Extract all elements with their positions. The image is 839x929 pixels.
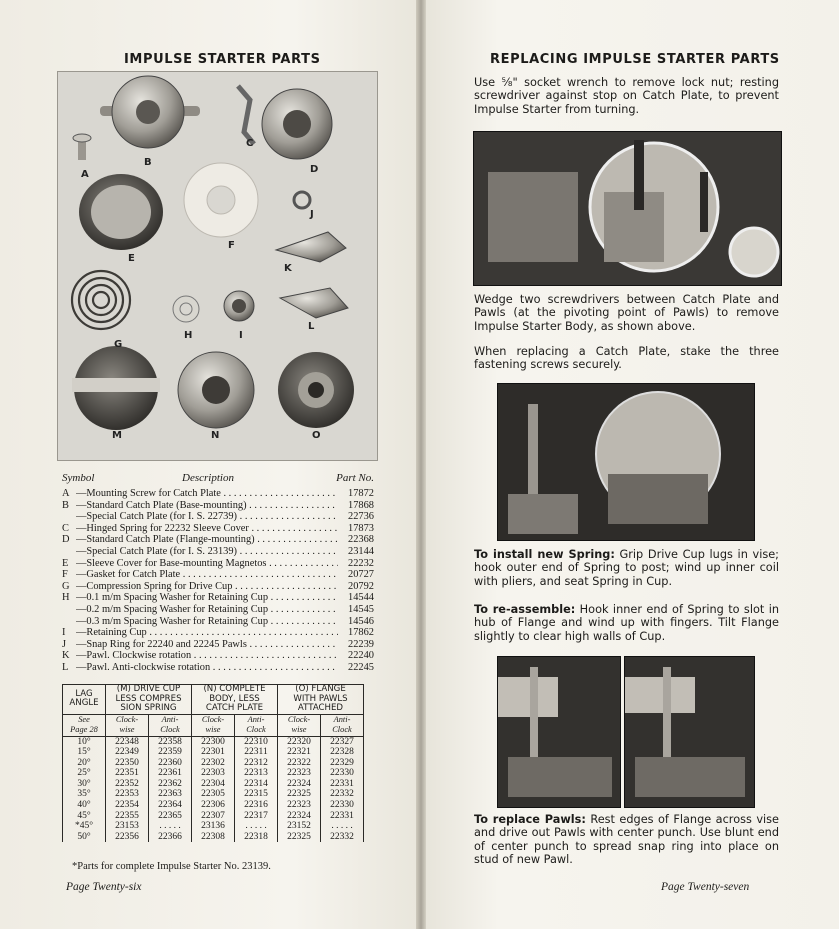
table-cell: 22366	[158, 831, 182, 842]
table-cell: 22353	[115, 789, 139, 800]
wedge-paragraph: Wedge two screwdrivers between Catch Plate and Pawls (at the pivoting point of Pawls) to remove Impulse Starter Body, as shown above.	[474, 293, 779, 333]
table-cell: 22352	[115, 778, 139, 789]
table-cell: 22327	[330, 736, 354, 747]
photo-pawl-left-drawing	[498, 657, 620, 807]
lag-angle-value: 20°	[77, 757, 91, 768]
plate-label-g: G	[114, 339, 123, 350]
part-number: 20727	[348, 569, 374, 581]
right-page-number: Page Twenty-seven	[661, 881, 750, 893]
parts-illustration	[57, 71, 378, 461]
parts-list-row	[62, 639, 374, 651]
table-cell: 22322	[287, 757, 311, 768]
part-number: 22232	[348, 557, 374, 569]
table-cell: 22331	[330, 810, 354, 821]
parts-list-row	[62, 488, 374, 500]
table-cell: 22318	[244, 831, 268, 842]
plate-label-h: H	[184, 330, 193, 341]
table-cell: 23153	[115, 821, 139, 832]
table-cell: 22308	[201, 831, 225, 842]
plate-label-e: E	[128, 253, 135, 264]
part-symbol: F	[62, 569, 68, 581]
left-page-number: Page Twenty-six	[66, 881, 142, 893]
table-cell: 22332	[330, 789, 354, 800]
part-description: —0.1 m/m Spacing Washer for Retaining Cup . . .	[76, 592, 338, 604]
reassemble-label: To re-assemble:	[474, 603, 576, 616]
table-cell: 22321	[287, 747, 311, 758]
table-cell: 22365	[158, 810, 182, 821]
left-heading: IMPULSE STARTER PARTS	[124, 52, 321, 67]
part-number: 17873	[348, 522, 374, 534]
parts-list	[62, 488, 374, 674]
parts-list-row	[62, 500, 374, 512]
table-cell: 22361	[158, 768, 182, 779]
stake-paragraph: When replacing a Catch Plate, stake the three fastening screws securely.	[474, 345, 779, 372]
replace-pawls-paragraph: To replace Pawls: Rest edges of Flange across vise and drive out Pawls with center punch. Use blunt end of center punch to spread snap ring into place on stud of new Pawl.	[474, 813, 780, 867]
table-cell: 23152	[287, 821, 311, 832]
part-number: 14545	[348, 603, 374, 615]
part-description: —Hinged Spring for 22232 Sleeve Cover . . .	[76, 523, 338, 535]
parts-list-row	[62, 581, 374, 593]
see-page-cell: See Page 28	[63, 714, 106, 736]
table-cell: 22355	[115, 810, 139, 821]
table-cell: . . . . .	[245, 821, 267, 832]
table-cell: 22312	[244, 757, 268, 768]
part-description: —0.3 m/m Spacing Washer for Retaining Cup . . .	[76, 616, 338, 628]
part-symbol	[62, 604, 76, 616]
pawls-label: To replace Pawls:	[474, 813, 586, 826]
part-description: —Standard Catch Plate (Base-mounting) . . .	[76, 500, 338, 512]
table-cell: 22306	[201, 800, 225, 811]
lag-angle-value: 30°	[77, 778, 91, 789]
part-symbol: G	[62, 580, 70, 592]
part-description: —Compression Spring for Drive Cup . . .	[76, 581, 338, 593]
table-cell: 22323	[287, 768, 311, 779]
parts-list-row	[62, 662, 374, 674]
parts-list-row	[62, 569, 374, 581]
photo-socket-wrench	[473, 131, 782, 286]
table-cell: 22330	[330, 768, 354, 779]
photo-pawl-right-drawing	[625, 657, 754, 807]
plate-label-a: A	[81, 169, 89, 180]
lag-angle-value: *45°	[74, 821, 94, 832]
table-cell: 22332	[330, 831, 354, 842]
part-symbol: L	[62, 661, 69, 673]
part-number: 14544	[348, 592, 374, 604]
plate-label-d: D	[310, 164, 319, 175]
part-symbol: K	[62, 650, 70, 662]
table-cell: 22358	[158, 736, 182, 747]
part-number: 23144	[348, 545, 374, 557]
plate-label-m: M	[112, 430, 122, 441]
angle-header: ANGLE	[69, 698, 99, 709]
part-number: 17868	[348, 499, 374, 511]
photo-pawl-right	[624, 656, 755, 808]
plate-label-b: B	[144, 157, 152, 168]
part-symbol	[62, 511, 76, 523]
part-description: —Sleeve Cover for Base-mounting Magnetos . . .	[76, 558, 338, 570]
plate-label-c: C	[246, 138, 254, 149]
footnote: *Parts for complete Impulse Starter No. 23139.	[72, 861, 271, 872]
lag-angle-value: 25°	[77, 768, 91, 779]
part-symbol: J	[62, 638, 67, 650]
table-cell: 22354	[115, 800, 139, 811]
lag-header: LAG	[75, 688, 93, 699]
parts-list-row	[62, 650, 374, 662]
symbol-header: Symbol	[62, 472, 95, 484]
parts-list-row	[62, 616, 374, 628]
lag-angle-value: 10°	[77, 736, 91, 747]
parts-list-row	[62, 627, 374, 639]
lag-angle-table: LAG ANGLE (M) DRIVE CUP LESS COMPRES SION SPRING (N) COMPLETE BODY, LESS CATCH PLATE (O) FLANGE WITH PAWLS ATTACHED See Page 28 Clock- wise Anti- Clock Clock- wise Anti- Clock Clock- wise Anti- Clock 10° 15° 20° 25° 30° 35° 40° 45° *45° 50° 22348 22349 22350 22351 22352 22353 22354 22355 23153 22356 22358 22359 22360 22361 22362 22363 22364 22365 . . . . . 22366 22300 22301 22302 22303 22304 22305 22306 22307 23136 22308 22310 22311 22312 22313 22314 22315 22316 22317 . . . . . 22318 22320 22321 22322 22323 22324 22325 22323 22324 23152 22325 22327 22328 22329 22330 22331 22332 22330 22331 . . . . . 22332	[62, 684, 364, 842]
part-description: —Retaining Cup . . .	[76, 627, 338, 639]
photo-spring-install-drawing	[498, 384, 754, 540]
photo-spring-install	[497, 383, 755, 541]
table-cell: 22324	[287, 778, 311, 789]
part-number: 22245	[348, 661, 374, 673]
parts-list-row	[62, 511, 374, 523]
part-symbol: I	[62, 627, 66, 639]
part-number: 22240	[348, 650, 374, 662]
part-description: —0.2 m/m Spacing Washer for Retaining Cup . . .	[76, 604, 338, 616]
reassemble-paragraph: To re-assemble: Hook inner end of Spring to slot in hub of Flange and wind up with fingers. Tilt Flange slightly to clear high walls of Cup.	[474, 603, 779, 643]
part-a-screw	[73, 134, 91, 160]
parts-list-row	[62, 534, 374, 546]
plate-label-k: K	[284, 263, 292, 274]
table-cell: 22363	[158, 789, 182, 800]
table-cell: 22313	[244, 768, 268, 779]
plate-label-j: J	[310, 209, 314, 220]
plate-label-f: F	[228, 240, 235, 251]
part-description: —Special Catch Plate (for I. S. 23139) . . .	[76, 546, 338, 558]
part-description: —Standard Catch Plate (Flange-mounting) . . .	[76, 534, 338, 546]
table-cell: 22325	[287, 831, 311, 842]
table-cell: 22304	[201, 778, 225, 789]
lag-angle-value: 35°	[77, 789, 91, 800]
table-cell: . . . . .	[331, 821, 353, 832]
part-number: 17862	[348, 627, 374, 639]
table-cell: 22328	[330, 747, 354, 758]
table-cell: 22348	[115, 736, 139, 747]
table-cell: 22351	[115, 768, 139, 779]
book-gutter	[416, 0, 426, 929]
table-cell: 22310	[244, 736, 268, 747]
part-symbol: A	[62, 488, 70, 499]
table-cell: 22329	[330, 757, 354, 768]
plate-label-l: L	[308, 321, 315, 332]
part-symbol: H	[62, 592, 70, 604]
table-cell: 22315	[244, 789, 268, 800]
table-cell: . . . . .	[159, 821, 181, 832]
intro-paragraph: Use ⅝" socket wrench to remove lock nut; resting screwdriver against stop on Catch Plate, to prevent Impulse Starter from turning.	[474, 76, 779, 116]
part-no-header: Part No.	[336, 472, 374, 484]
plate-label-i: I	[239, 330, 243, 341]
table-cell: 22305	[201, 789, 225, 800]
plate-label-o: O	[312, 430, 321, 441]
part-description: —Gasket for Catch Plate . . .	[76, 569, 338, 581]
plate-label-n: N	[211, 430, 220, 441]
part-number: 22736	[348, 511, 374, 523]
parts-list-row	[62, 546, 374, 558]
part-number: 14546	[348, 615, 374, 627]
part-b-catch-plate	[100, 76, 200, 148]
part-description: —Snap Ring for 22240 and 22245 Pawls . . .	[76, 639, 338, 651]
lag-angle-value: 40°	[77, 800, 91, 811]
lag-angle-value: 45°	[77, 810, 91, 821]
part-symbol	[62, 616, 76, 628]
table-cell: 22320	[287, 736, 311, 747]
part-description: —Special Catch Plate (for I. S. 22739) . . .	[76, 511, 338, 523]
table-cell: 22349	[115, 747, 139, 758]
part-symbol	[62, 546, 76, 558]
table-cell: 22359	[158, 747, 182, 758]
part-description: —Pawl. Anti-clockwise rotation . . .	[76, 662, 338, 674]
install-spring-paragraph: To install new Spring: Grip Drive Cup lugs in vise; hook outer end of Spring to post; wind up inner coil with pliers, and seat Spring in Cup.	[474, 548, 779, 588]
part-number: 20792	[348, 580, 374, 592]
description-header: Description	[182, 472, 234, 484]
parts-list-row	[62, 523, 374, 535]
table-cell: 22301	[201, 747, 225, 758]
table-cell: 22311	[244, 747, 268, 758]
part-symbol: B	[62, 499, 69, 511]
install-label: To install new Spring:	[474, 548, 615, 561]
photo-pawl-left	[497, 656, 621, 808]
table-cell: 22307	[201, 810, 225, 821]
table-cell: 22362	[158, 778, 182, 789]
part-description: —Pawl. Clockwise rotation . . .	[76, 650, 338, 662]
part-symbol: D	[62, 534, 70, 546]
parts-drawing	[58, 72, 377, 460]
table-cell: 22325	[287, 789, 311, 800]
part-symbol: C	[62, 522, 69, 534]
table-cell: 22360	[158, 757, 182, 768]
part-number: 22239	[348, 638, 374, 650]
table-cell: 22356	[115, 831, 139, 842]
table-cell: 22331	[330, 778, 354, 789]
part-symbol: E	[62, 557, 69, 569]
table-cell: 22323	[287, 800, 311, 811]
table-cell: 22364	[158, 800, 182, 811]
lag-angle-value: 15°	[77, 747, 91, 758]
table-cell: 22300	[201, 736, 225, 747]
table-cell: 22317	[244, 810, 268, 821]
part-number: 17872	[348, 488, 374, 499]
photo-socket-wrench-drawing	[474, 132, 781, 285]
parts-list-row	[62, 592, 374, 604]
table-body	[63, 736, 364, 842]
parts-list-row	[62, 558, 374, 570]
part-description: —Mounting Screw for Catch Plate . . .	[76, 488, 338, 500]
part-number: 22368	[348, 534, 374, 546]
lag-angle-value: 50°	[77, 831, 91, 842]
table-cell: 22302	[201, 757, 225, 768]
table-cell: 22324	[287, 810, 311, 821]
parts-list-row	[62, 604, 374, 616]
right-heading: REPLACING IMPULSE STARTER PARTS	[490, 52, 780, 67]
table-cell: 23136	[201, 821, 225, 832]
table-cell: 22303	[201, 768, 225, 779]
table-cell: 22330	[330, 800, 354, 811]
table-cell: 22350	[115, 757, 139, 768]
table-cell: 22316	[244, 800, 268, 811]
table-cell: 22314	[244, 778, 268, 789]
